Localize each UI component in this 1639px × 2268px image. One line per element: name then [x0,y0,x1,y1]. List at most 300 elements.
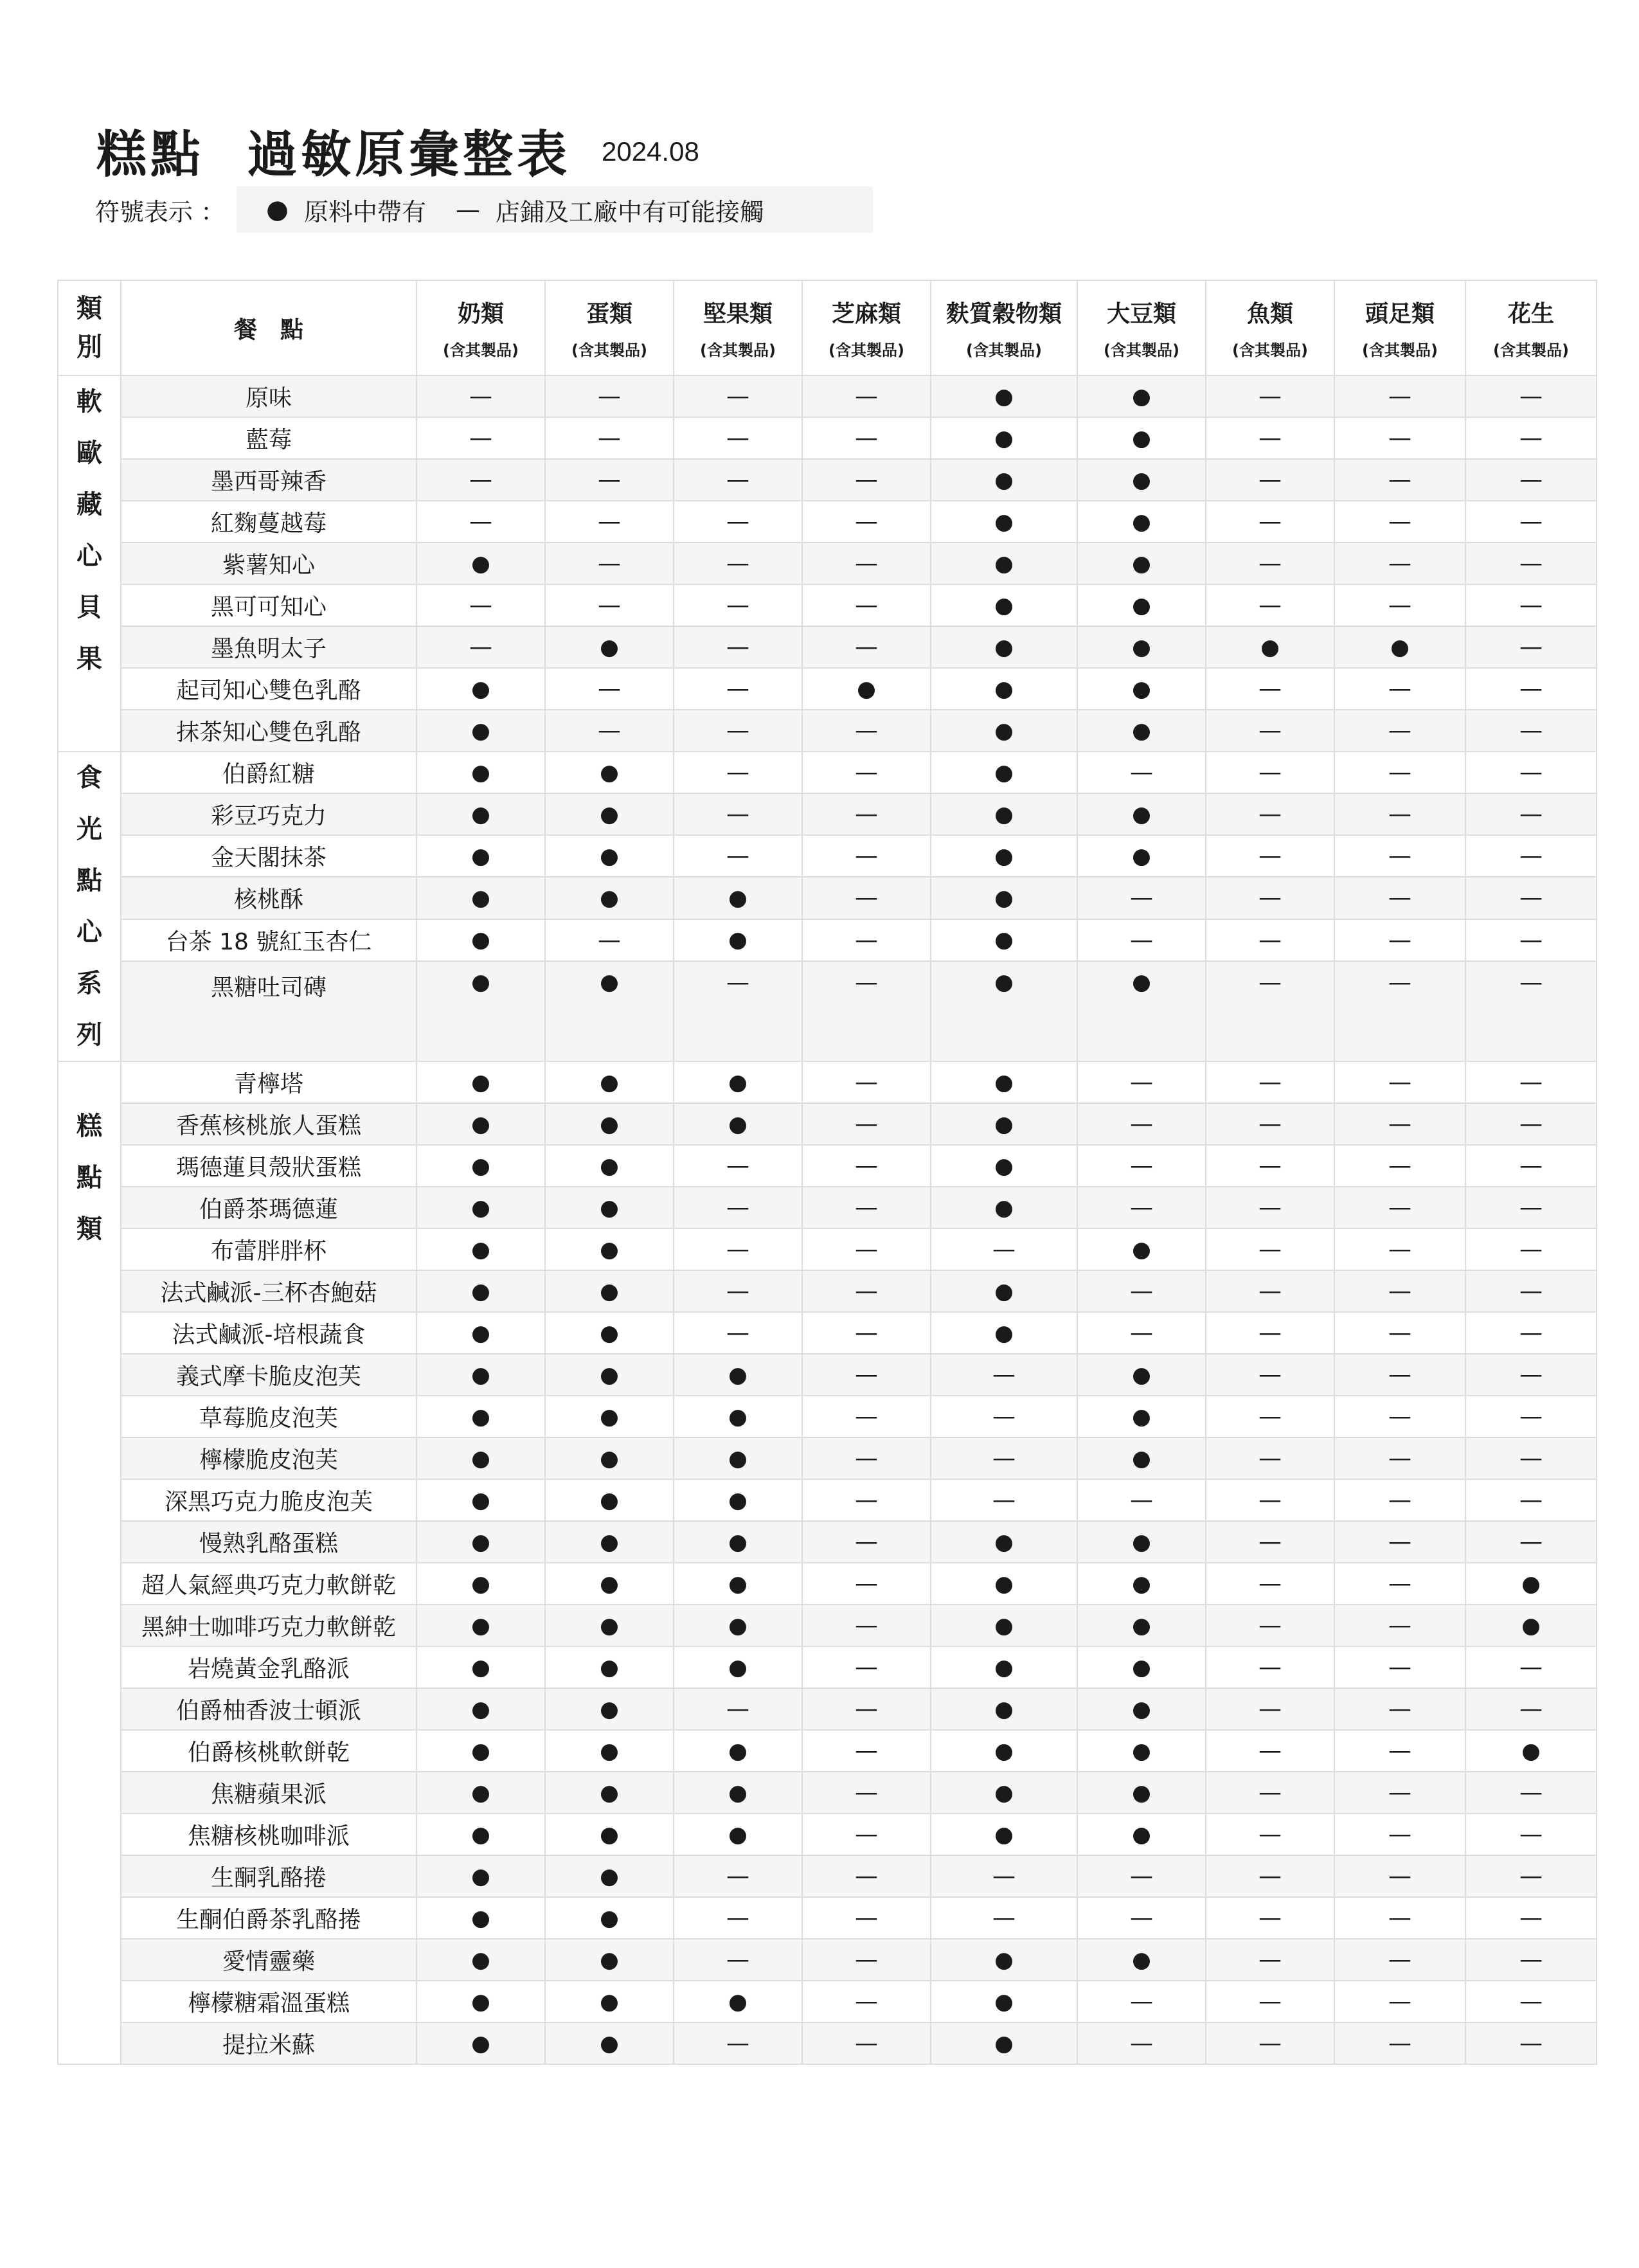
allergen-possible-mark: — [1077,1981,1206,2022]
allergen-possible-mark: — [545,584,674,626]
allergen-present-mark: ● [416,1855,545,1897]
legend-possible-text: 店鋪及工廠中有可能接觸 [496,197,765,226]
allergen-present-mark: ● [931,1981,1077,2022]
allergen-present-mark: ● [931,835,1077,877]
allergen-present-mark: ● [545,1396,674,1437]
allergen-possible-mark: — [1077,1187,1206,1228]
allergen-present-mark: ● [674,919,802,961]
allergen-possible-mark: — [1206,1563,1334,1605]
allergen-possible-mark: — [1334,2022,1465,2064]
allergen-possible-mark: — [416,626,545,668]
allergen-possible-mark: — [802,417,931,459]
category-char: 心 [76,541,102,571]
allergen-possible-mark: — [674,1187,802,1228]
item-name: 墨魚明太子 [121,626,416,668]
category-char: 系 [76,969,102,998]
item-name: 義式摩卡脆皮泡芙 [121,1354,416,1396]
allergen-possible-mark: — [545,710,674,752]
table-row [58,1730,1597,1772]
item-name: 伯爵核桃軟餅乾 [121,1730,416,1772]
allergen-possible-mark: — [931,1897,1077,1939]
allergen-possible-mark: — [1206,1437,1334,1479]
item-name: 青檸塔 [121,1061,416,1103]
table-row [58,543,1597,584]
allergen-possible-mark: — [1465,1814,1597,1855]
allergen-present-mark: ● [931,1145,1077,1187]
item-name: 起司知心雙色乳酪 [121,668,416,710]
table-row [58,1897,1597,1939]
item-name: 紅麴蔓越莓 [121,501,416,543]
allergen-possible-mark: — [1465,1061,1597,1103]
allergen-present-mark: ● [545,1228,674,1270]
allergen-possible-mark: — [1465,1270,1597,1312]
allergen-present-mark: ● [416,1145,545,1187]
allergen-present-mark: ● [1077,1646,1206,1688]
allergen-present-mark: ● [545,1354,674,1396]
allergen-possible-mark: — [1206,1897,1334,1939]
allergen-present-mark: ● [416,1646,545,1688]
allergen-possible-mark: — [1334,543,1465,584]
allergen-present-mark: ● [545,1061,674,1103]
allergen-present-mark: ● [545,752,674,793]
allergen-possible-mark: — [802,2022,931,2064]
allergen-possible-mark: — [1334,1814,1465,1855]
allergen-possible-mark: — [802,752,931,793]
item-name: 深黑巧克力脆皮泡芙 [121,1479,416,1521]
allergen-present-mark: ● [1077,793,1206,835]
allergen-present-mark: ● [931,375,1077,417]
item-name: 黑糖吐司磚 [121,961,416,1061]
allergen-possible-mark: — [1206,1187,1334,1228]
allergen-possible-mark: — [1077,919,1206,961]
allergen-possible-mark: — [802,1605,931,1646]
allergen-present-mark: ● [1334,626,1465,668]
allergen-possible-mark: — [1206,584,1334,626]
allergen-present-mark: ● [931,793,1077,835]
allergen-possible-mark: — [674,2022,802,2064]
allergen-possible-mark: — [1206,877,1334,919]
allergen-possible-mark: — [1077,1479,1206,1521]
allergen-present-mark: ● [545,1521,674,1563]
allergen-present-mark: ● [674,1772,802,1814]
allergen-present-mark: ● [1077,417,1206,459]
table-row [58,1354,1597,1396]
allergen-present-mark: ● [931,919,1077,961]
allergen-possible-mark: — [1206,1145,1334,1187]
category-cell [58,1061,121,2064]
category-char: 心 [76,917,102,947]
allergen-possible-mark: — [1334,1605,1465,1646]
allergen-possible-mark: — [1206,1354,1334,1396]
allergen-present-mark: ● [416,835,545,877]
allergen-present-mark: ● [416,1270,545,1312]
allergen-present-mark: ● [1077,543,1206,584]
allergen-present-mark: ● [545,1730,674,1772]
allergen-possible-mark: — [1465,710,1597,752]
allergen-possible-mark: — [674,626,802,668]
allergen-present-mark: ● [931,1646,1077,1688]
table-row [58,1772,1597,1814]
table-row [58,584,1597,626]
allergen-table [57,280,1597,2065]
allergen-present-mark: ● [1077,710,1206,752]
allergen-present-mark: ● [931,626,1077,668]
allergen-possible-mark: — [802,1103,931,1145]
allergen-header: 奶類 (含其製品) [416,280,545,375]
allergen-possible-mark: — [1334,1897,1465,1939]
allergen-present-mark: ● [416,752,545,793]
allergen-present-mark: ● [1077,1605,1206,1646]
allergen-present-mark: ● [416,1228,545,1270]
item-name: 檸檬糖霜溫蛋糕 [121,1981,416,2022]
allergen-possible-mark: — [1206,1605,1334,1646]
allergen-present-mark: ● [1077,1396,1206,1437]
allergen-present-mark: ● [674,877,802,919]
allergen-present-mark: ● [416,2022,545,2064]
table-header-row [58,280,1597,375]
allergen-possible-mark: — [802,1939,931,1981]
allergen-present-mark: ● [545,1479,674,1521]
allergen-possible-mark: — [1206,1061,1334,1103]
allergen-possible-mark: — [674,752,802,793]
allergen-possible-mark: — [674,543,802,584]
allergen-present-mark: ● [545,1145,674,1187]
table-row [58,1688,1597,1730]
allergen-present-mark: ● [931,1605,1077,1646]
allergen-possible-mark: — [1077,1855,1206,1897]
allergen-possible-mark: — [416,459,545,501]
allergen-possible-mark: — [931,1228,1077,1270]
item-name: 金天閣抹茶 [121,835,416,877]
allergen-present-mark: ● [416,919,545,961]
table-row [58,1228,1597,1270]
allergen-possible-mark: — [802,1688,931,1730]
legend-label: 符號表示 ： [95,186,237,233]
allergen-present-mark: ● [931,877,1077,919]
allergen-present-mark: ● [416,1103,545,1145]
table-row [58,1563,1597,1605]
allergen-present-mark: ● [931,543,1077,584]
allergen-present-mark: ● [545,1814,674,1855]
allergen-present-mark: ● [1077,835,1206,877]
allergen-present-mark: ● [931,2022,1077,2064]
allergen-present-mark: ● [802,668,931,710]
allergen-possible-mark: — [545,459,674,501]
allergen-present-mark: ● [545,1270,674,1312]
item-name: 草莓脆皮泡芙 [121,1396,416,1437]
allergen-possible-mark: — [1334,1730,1465,1772]
category-header: 類 別 [58,280,121,375]
allergen-possible-mark: — [1206,1479,1334,1521]
allergen-present-mark: ● [1077,1688,1206,1730]
allergen-possible-mark: — [1465,543,1597,584]
allergen-present-mark: ● [1077,668,1206,710]
allergen-possible-mark: — [1206,1646,1334,1688]
allergen-possible-mark: — [1465,1855,1597,1897]
item-name: 紫薯知心 [121,543,416,584]
allergen-present-mark: ● [931,1814,1077,1855]
allergen-possible-mark: — [416,375,545,417]
category-char: 果 [76,644,102,674]
allergen-present-mark: ● [674,1396,802,1437]
table-row [58,626,1597,668]
allergen-present-mark: ● [674,1479,802,1521]
allergen-possible-mark: — [1206,1396,1334,1437]
table-row [58,1521,1597,1563]
allergen-possible-mark: — [1465,626,1597,668]
allergen-possible-mark: — [674,793,802,835]
allergen-header: 大豆類 (含其製品) [1077,280,1206,375]
allergen-present-mark: ● [674,1354,802,1396]
table-row [58,1479,1597,1521]
allergen-present-mark: ● [931,1730,1077,1772]
item-name: 香蕉核桃旅人蛋糕 [121,1103,416,1145]
allergen-possible-mark: — [1465,1145,1597,1187]
allergen-present-mark: ● [674,1605,802,1646]
allergen-possible-mark: — [1465,1437,1597,1479]
allergen-possible-mark: — [1465,2022,1597,2064]
table-row [58,1145,1597,1187]
allergen-present-mark: ● [1077,1521,1206,1563]
allergen-present-mark: ● [931,710,1077,752]
allergen-possible-mark: — [1334,919,1465,961]
allergen-present-mark: ● [931,501,1077,543]
allergen-possible-mark: — [1465,1103,1597,1145]
table-row [58,877,1597,919]
allergen-present-mark: ● [1077,1437,1206,1479]
allergen-possible-mark: — [802,1814,931,1855]
allergen-present-mark: ● [545,1772,674,1814]
item-name: 墨西哥辣香 [121,459,416,501]
allergen-present-mark: ● [931,417,1077,459]
allergen-possible-mark: — [802,919,931,961]
allergen-present-mark: ● [416,1605,545,1646]
allergen-possible-mark: — [1077,1061,1206,1103]
allergen-possible-mark: — [1465,584,1597,626]
allergen-possible-mark: — [802,961,931,1061]
allergen-possible-mark: — [802,1855,931,1897]
allergen-possible-mark: — [1334,417,1465,459]
table-row [58,417,1597,459]
allergen-possible-mark: — [1206,417,1334,459]
allergen-possible-mark: — [1334,710,1465,752]
allergen-possible-mark: — [1334,1354,1465,1396]
allergen-possible-mark: — [1206,835,1334,877]
allergen-possible-mark: — [1077,2022,1206,2064]
item-name: 黑可可知心 [121,584,416,626]
allergen-possible-mark: — [674,375,802,417]
allergen-possible-mark: — [1334,501,1465,543]
allergen-possible-mark: — [1334,1939,1465,1981]
item-name: 核桃酥 [121,877,416,919]
allergen-possible-mark: — [1334,584,1465,626]
legend-present [266,192,426,228]
allergen-present-mark: ● [416,1730,545,1772]
allergen-possible-mark: — [1206,710,1334,752]
allergen-present-mark: ● [931,668,1077,710]
allergen-present-mark: ● [674,1521,802,1563]
allergen-possible-mark: — [1465,1479,1597,1521]
allergen-present-mark: ● [416,1354,545,1396]
allergen-possible-mark: — [802,835,931,877]
allergen-present-mark: ● [416,1521,545,1563]
allergen-possible-mark: — [1206,668,1334,710]
allergen-possible-mark: — [1465,1354,1597,1396]
dash-icon: — [456,195,481,224]
allergen-possible-mark: — [802,1145,931,1187]
table-row [58,1605,1597,1646]
allergen-present-mark: ● [1077,1939,1206,1981]
allergen-present-mark: ● [931,1103,1077,1145]
allergen-possible-mark: — [674,417,802,459]
item-name: 台茶 18 號紅玉杏仁 [121,919,416,961]
allergen-possible-mark: — [674,1270,802,1312]
table-row [58,793,1597,835]
allergen-possible-mark: — [1465,1772,1597,1814]
allergen-present-mark: ● [931,1061,1077,1103]
allergen-header: 蛋類 (含其製品) [545,280,674,375]
page-date: 2024.08 [602,136,699,166]
allergen-possible-mark: — [1334,375,1465,417]
allergen-present-mark: ● [416,1897,545,1939]
allergen-present-mark: ● [1077,375,1206,417]
allergen-possible-mark: — [1334,1396,1465,1437]
allergen-present-mark: ● [545,626,674,668]
category-char: 藏 [76,490,102,519]
allergen-possible-mark: — [674,961,802,1061]
item-name: 檸檬脆皮泡芙 [121,1437,416,1479]
item-name: 超人氣經典巧克力軟餅乾 [121,1563,416,1605]
allergen-possible-mark: — [802,1228,931,1270]
allergen-present-mark: ● [545,1688,674,1730]
allergen-possible-mark: — [1465,1396,1597,1437]
allergen-possible-mark: — [1334,1145,1465,1187]
allergen-present-mark: ● [545,1187,674,1228]
table-row [58,710,1597,752]
item-name: 伯爵柚香波士頓派 [121,1688,416,1730]
item-name: 焦糖蘋果派 [121,1772,416,1814]
table-row [58,1270,1597,1312]
table-row [58,835,1597,877]
filled-dot-icon: ● [266,195,289,224]
allergen-possible-mark: — [1334,1270,1465,1312]
allergen-possible-mark: — [1334,1103,1465,1145]
allergen-possible-mark: — [1206,375,1334,417]
table-row [58,1939,1597,1981]
allergen-possible-mark: — [674,1855,802,1897]
allergen-present-mark: ● [1206,626,1334,668]
allergen-possible-mark: — [1334,1479,1465,1521]
allergen-present-mark: ● [416,1187,545,1228]
allergen-present-mark: ● [545,1103,674,1145]
allergen-present-mark: ● [416,710,545,752]
category-cell [58,375,121,752]
allergen-present-mark: ● [674,1814,802,1855]
allergen-possible-mark: — [802,1981,931,2022]
allergen-present-mark: ● [545,1981,674,2022]
allergen-present-mark: ● [931,1270,1077,1312]
allergen-possible-mark: — [802,1396,931,1437]
item-name: 原味 [121,375,416,417]
allergen-present-mark: ● [416,1814,545,1855]
item-name: 提拉米蘇 [121,2022,416,2064]
item-name: 伯爵茶瑪德蓮 [121,1187,416,1228]
allergen-possible-mark: — [1465,375,1597,417]
allergen-possible-mark: — [1206,1981,1334,2022]
table-row [58,375,1597,417]
allergen-present-mark: ● [416,1772,545,1814]
allergen-possible-mark: — [1206,1772,1334,1814]
allergen-possible-mark: — [1465,793,1597,835]
allergen-present-mark: ● [416,543,545,584]
allergen-possible-mark: — [802,1646,931,1688]
allergen-possible-mark: — [1206,543,1334,584]
allergen-possible-mark: — [545,375,674,417]
allergen-present-mark: ● [416,1479,545,1521]
allergen-possible-mark: — [416,584,545,626]
allergen-possible-mark: — [1465,877,1597,919]
allergen-possible-mark: — [1465,1521,1597,1563]
allergen-possible-mark: — [1334,1312,1465,1354]
allergen-possible-mark: — [802,375,931,417]
allergen-present-mark: ● [416,793,545,835]
symbol-legend [95,186,873,233]
table-row [58,919,1597,961]
allergen-present-mark: ● [1077,961,1206,1061]
item-name: 愛情靈藥 [121,1939,416,1981]
item-name: 法式鹹派-培根蔬食 [121,1312,416,1354]
allergen-possible-mark: — [1334,1437,1465,1479]
allergen-possible-mark: — [1206,919,1334,961]
category-char: 列 [76,1020,102,1050]
table-row [58,2022,1597,2064]
allergen-present-mark: ● [931,1688,1077,1730]
allergen-possible-mark: — [1077,1897,1206,1939]
allergen-present-mark: ● [674,1730,802,1772]
allergen-possible-mark: — [545,543,674,584]
allergen-possible-mark: — [1334,1187,1465,1228]
item-name: 岩燒黃金乳酪派 [121,1646,416,1688]
allergen-present-mark: ● [1077,584,1206,626]
allergen-possible-mark: — [802,1563,931,1605]
allergen-possible-mark: — [1334,1521,1465,1563]
allergen-possible-mark: — [1206,1103,1334,1145]
allergen-present-mark: ● [931,459,1077,501]
allergen-present-mark: ● [545,1563,674,1605]
allergen-present-mark: ● [1077,1772,1206,1814]
table-row [58,1855,1597,1897]
allergen-possible-mark: — [1465,1981,1597,2022]
allergen-present-mark: ● [545,961,674,1061]
allergen-present-mark: ● [545,1437,674,1479]
allergen-present-mark: ● [1077,1228,1206,1270]
allergen-possible-mark: — [1334,668,1465,710]
allergen-present-mark: ● [931,961,1077,1061]
allergen-present-mark: ● [1077,1730,1206,1772]
allergen-header: 頭足類 (含其製品) [1334,280,1465,375]
allergen-possible-mark: — [1465,668,1597,710]
allergen-possible-mark: — [416,501,545,543]
allergen-possible-mark: — [1334,1772,1465,1814]
allergen-possible-mark: — [802,793,931,835]
allergen-possible-mark: — [931,1396,1077,1437]
allergen-possible-mark: — [1077,1312,1206,1354]
allergen-header: 魚類 (含其製品) [1206,280,1334,375]
allergen-present-mark: ● [545,1939,674,1981]
allergen-possible-mark: — [1465,1312,1597,1354]
allergen-possible-mark: — [1206,1312,1334,1354]
allergen-possible-mark: — [1077,1270,1206,1312]
